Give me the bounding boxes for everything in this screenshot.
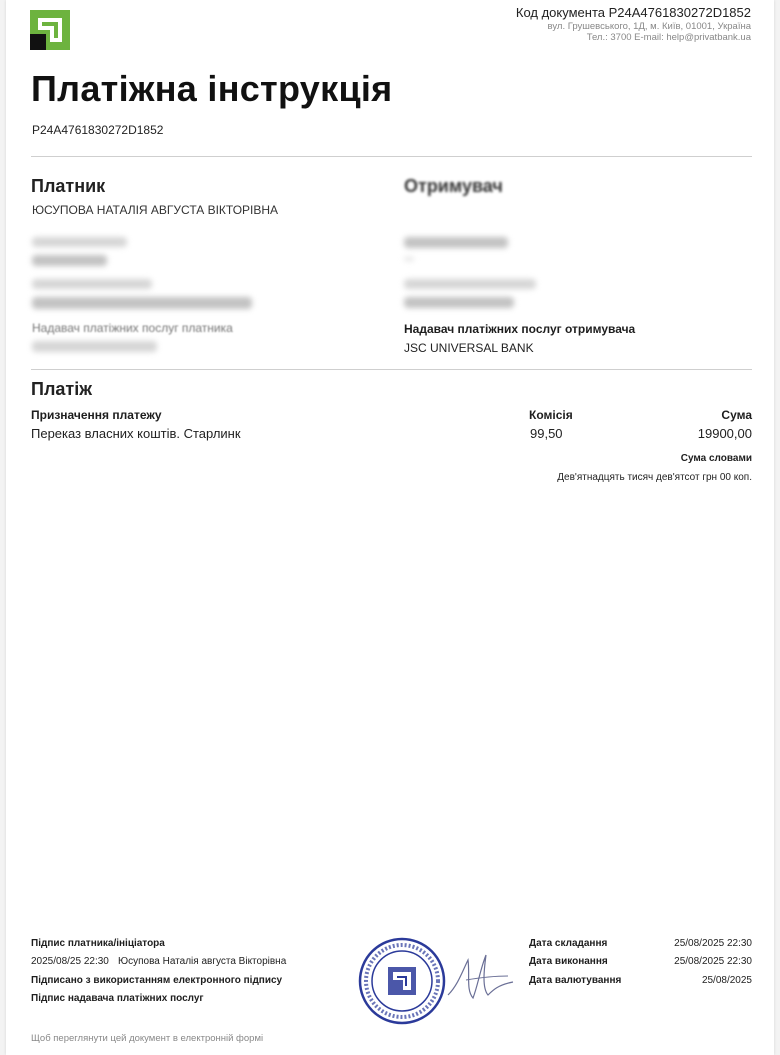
redacted-field	[32, 237, 127, 247]
signature-label: Підпис платника/ініціатора	[31, 938, 165, 949]
commission-value: 99,50	[530, 426, 563, 441]
redacted-field	[404, 279, 536, 289]
handwritten-signature-icon	[438, 940, 518, 1010]
redacted-field	[32, 341, 157, 352]
payment-heading: Платіж	[31, 379, 92, 399]
date-executed-value: 25/08/2025 22:30	[674, 956, 752, 967]
redacted-field	[32, 255, 107, 266]
signature-time: 2025/08/25 22:30	[31, 956, 109, 967]
amount-label: Сума	[721, 408, 752, 422]
recipient-provider-name: JSC UNIVERSAL BANK	[404, 341, 534, 355]
amount-value: 19900,00	[697, 426, 752, 441]
date-executed-label: Дата виконання	[529, 956, 608, 967]
redacted-field	[32, 297, 252, 309]
page-title: Платіжна інструкція	[31, 68, 393, 109]
document-page	[6, 0, 774, 1055]
bank-stamp-icon	[358, 937, 446, 1025]
document-number: P24A4761830272D1852	[32, 123, 164, 137]
recipient-heading: Отримувач	[404, 176, 503, 196]
date-created-value: 25/08/2025 22:30	[674, 938, 752, 949]
divider	[31, 369, 752, 370]
address-line: вул. Грушевського, 1Д, м. Київ, 01001, Україна	[547, 21, 751, 32]
bank-logo-icon	[30, 10, 70, 50]
electronic-form-link[interactable]: Щоб переглянути цей документ в електронній формі	[31, 1033, 264, 1044]
contact-line: Тел.: 3700 E-mail: help@privatbank.ua	[586, 32, 751, 43]
recipient-provider-label: Надавач платіжних послуг отримувача	[404, 322, 636, 336]
provider-signature-label: Підпис надавача платіжних послуг	[31, 993, 204, 1004]
redacted-field	[32, 279, 152, 289]
redacted-field	[404, 257, 414, 261]
purpose-label: Призначення платежу	[31, 408, 162, 422]
redacted-field	[404, 237, 508, 248]
divider	[31, 156, 752, 157]
purpose-value: Переказ власних коштів. Старлинк	[31, 426, 241, 441]
payer-provider-label: Надавач платіжних послуг платника	[32, 321, 233, 335]
commission-label: Комісія	[529, 408, 573, 422]
amount-words-label: Сума словами	[680, 453, 752, 464]
date-value-label: Дата валютування	[529, 975, 622, 986]
date-value-value: 25/08/2025	[701, 975, 752, 986]
amount-words-value: Дев'ятнадцять тисяч дев'ятсот грн 00 коп.	[557, 472, 752, 483]
document-code: Код документа P24A4761830272D1852	[515, 5, 751, 20]
payer-name: ЮСУПОВА НАТАЛІЯ АВГУСТА ВІКТОРІВНА	[32, 203, 279, 217]
redacted-field	[404, 297, 514, 308]
payer-heading: Платник	[31, 176, 106, 196]
e-signature-note: Підписано з використанням електронного підпису	[31, 975, 283, 986]
date-created-label: Дата складання	[529, 938, 608, 949]
signature-name: Юсупова Наталія августа Вікторівна	[118, 956, 287, 967]
bank-address	[548, 21, 751, 43]
